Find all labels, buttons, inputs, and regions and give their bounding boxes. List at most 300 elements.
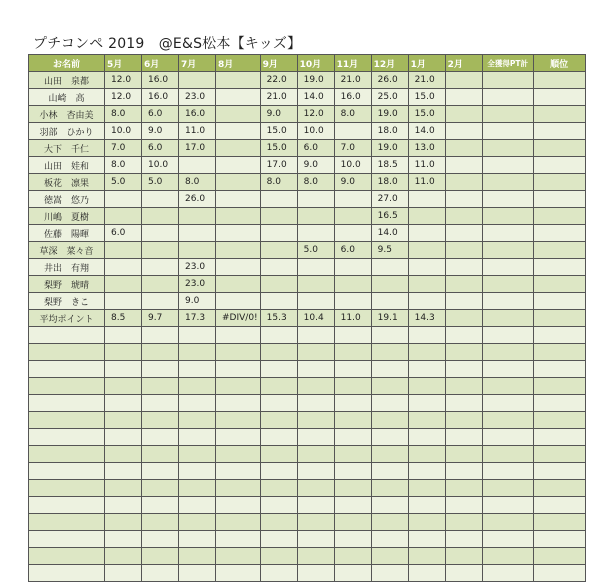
score-cell[interactable]: 23.0	[179, 276, 216, 293]
score-cell[interactable]: 19.0	[371, 140, 408, 157]
score-cell[interactable]	[445, 225, 482, 242]
score-cell[interactable]	[445, 72, 482, 89]
empty-cell[interactable]	[482, 327, 533, 344]
empty-cell[interactable]	[482, 480, 533, 497]
score-cell[interactable]	[408, 293, 445, 310]
score-cell[interactable]	[142, 225, 179, 242]
score-cell[interactable]: 9.0	[179, 293, 216, 310]
empty-cell[interactable]	[533, 378, 585, 395]
score-cell[interactable]: 12.0	[297, 106, 334, 123]
empty-cell[interactable]	[297, 361, 334, 378]
score-cell[interactable]: 14.0	[408, 123, 445, 140]
score-cell[interactable]	[260, 242, 297, 259]
empty-cell[interactable]	[142, 565, 179, 582]
score-cell[interactable]: 18.5	[371, 157, 408, 174]
score-cell[interactable]	[445, 140, 482, 157]
empty-cell[interactable]	[408, 378, 445, 395]
empty-cell[interactable]	[260, 463, 297, 480]
score-cell[interactable]: 10.0	[142, 157, 179, 174]
empty-cell[interactable]	[260, 514, 297, 531]
score-cell[interactable]: 21.0	[260, 89, 297, 106]
score-cell[interactable]	[216, 89, 261, 106]
empty-cell[interactable]	[142, 446, 179, 463]
empty-cell[interactable]	[142, 480, 179, 497]
score-cell[interactable]: 11.0	[408, 157, 445, 174]
empty-cell[interactable]	[482, 463, 533, 480]
score-cell[interactable]: 6.0	[105, 225, 142, 242]
score-cell[interactable]: 8.0	[179, 174, 216, 191]
empty-cell[interactable]	[297, 531, 334, 548]
empty-cell[interactable]	[408, 565, 445, 582]
score-cell[interactable]: 8.0	[297, 174, 334, 191]
score-cell[interactable]	[105, 293, 142, 310]
header-dec[interactable]: 12月	[371, 55, 408, 72]
name-cell[interactable]: 山田 娃和	[29, 157, 105, 174]
empty-cell[interactable]	[297, 463, 334, 480]
empty-cell[interactable]	[297, 344, 334, 361]
score-cell[interactable]: 19.0	[371, 106, 408, 123]
empty-cell[interactable]	[482, 361, 533, 378]
name-cell[interactable]: 羽部 ひかり	[29, 123, 105, 140]
name-cell[interactable]: 草深 菜々音	[29, 242, 105, 259]
score-cell[interactable]: 23.0	[179, 259, 216, 276]
score-cell[interactable]	[482, 293, 533, 310]
empty-cell[interactable]	[482, 565, 533, 582]
empty-cell[interactable]	[334, 497, 371, 514]
empty-cell[interactable]	[445, 378, 482, 395]
empty-cell[interactable]	[334, 412, 371, 429]
empty-cell[interactable]	[260, 429, 297, 446]
empty-cell[interactable]	[408, 344, 445, 361]
empty-cell[interactable]	[260, 378, 297, 395]
score-cell[interactable]	[482, 89, 533, 106]
empty-cell[interactable]	[29, 327, 105, 344]
score-cell[interactable]	[260, 276, 297, 293]
empty-cell[interactable]	[371, 565, 408, 582]
score-cell[interactable]	[105, 191, 142, 208]
empty-cell[interactable]	[216, 344, 261, 361]
empty-cell[interactable]	[371, 446, 408, 463]
score-cell[interactable]: 18.0	[371, 123, 408, 140]
score-cell[interactable]	[142, 259, 179, 276]
empty-cell[interactable]	[179, 480, 216, 497]
empty-cell[interactable]	[216, 480, 261, 497]
empty-cell[interactable]	[482, 446, 533, 463]
score-cell[interactable]	[408, 208, 445, 225]
score-cell[interactable]	[408, 242, 445, 259]
score-cell[interactable]: 21.0	[408, 72, 445, 89]
score-cell[interactable]	[105, 208, 142, 225]
score-cell[interactable]	[482, 157, 533, 174]
empty-cell[interactable]	[408, 429, 445, 446]
score-cell[interactable]	[297, 276, 334, 293]
header-feb[interactable]: 2月	[445, 55, 482, 72]
empty-cell[interactable]	[142, 531, 179, 548]
score-cell[interactable]: 6.0	[297, 140, 334, 157]
empty-cell[interactable]	[105, 565, 142, 582]
score-cell[interactable]: 15.0	[408, 106, 445, 123]
empty-cell[interactable]	[179, 327, 216, 344]
empty-cell[interactable]	[260, 344, 297, 361]
score-cell[interactable]	[216, 225, 261, 242]
score-cell[interactable]	[533, 89, 585, 106]
name-cell[interactable]: 徳嵩 悠乃	[29, 191, 105, 208]
empty-cell[interactable]	[482, 514, 533, 531]
score-cell[interactable]	[260, 191, 297, 208]
score-cell[interactable]	[260, 259, 297, 276]
empty-cell[interactable]	[334, 463, 371, 480]
empty-cell[interactable]	[533, 429, 585, 446]
score-cell[interactable]: 17.0	[260, 157, 297, 174]
empty-cell[interactable]	[179, 531, 216, 548]
empty-cell[interactable]	[142, 412, 179, 429]
score-cell[interactable]: 19.0	[297, 72, 334, 89]
score-cell[interactable]: 6.0	[142, 106, 179, 123]
score-cell[interactable]: 22.0	[260, 72, 297, 89]
score-cell[interactable]	[482, 191, 533, 208]
score-cell[interactable]	[445, 242, 482, 259]
score-cell[interactable]	[105, 242, 142, 259]
score-cell[interactable]: 16.0	[334, 89, 371, 106]
score-cell[interactable]: 13.0	[408, 140, 445, 157]
score-cell[interactable]	[105, 276, 142, 293]
empty-cell[interactable]	[533, 446, 585, 463]
score-cell[interactable]: 14.3	[408, 310, 445, 327]
score-cell[interactable]: #DIV/0!	[216, 310, 261, 327]
score-cell[interactable]: 16.0	[142, 89, 179, 106]
score-cell[interactable]	[482, 242, 533, 259]
name-cell[interactable]: 梨野 琥晴	[29, 276, 105, 293]
empty-cell[interactable]	[297, 497, 334, 514]
name-cell[interactable]: 板花 凛果	[29, 174, 105, 191]
score-cell[interactable]: 5.0	[297, 242, 334, 259]
score-cell[interactable]	[216, 293, 261, 310]
empty-cell[interactable]	[260, 531, 297, 548]
score-cell[interactable]	[371, 276, 408, 293]
empty-cell[interactable]	[445, 361, 482, 378]
empty-cell[interactable]	[408, 480, 445, 497]
empty-cell[interactable]	[216, 463, 261, 480]
score-cell[interactable]	[216, 106, 261, 123]
score-cell[interactable]	[297, 225, 334, 242]
empty-cell[interactable]	[179, 412, 216, 429]
empty-cell[interactable]	[408, 531, 445, 548]
score-cell[interactable]	[371, 259, 408, 276]
score-cell[interactable]	[216, 157, 261, 174]
score-cell[interactable]	[445, 106, 482, 123]
score-cell[interactable]: 15.0	[408, 89, 445, 106]
empty-cell[interactable]	[29, 565, 105, 582]
empty-cell[interactable]	[216, 514, 261, 531]
score-cell[interactable]	[482, 72, 533, 89]
empty-cell[interactable]	[142, 344, 179, 361]
score-cell[interactable]	[482, 174, 533, 191]
empty-cell[interactable]	[142, 548, 179, 565]
score-cell[interactable]	[216, 208, 261, 225]
empty-cell[interactable]	[445, 429, 482, 446]
score-cell[interactable]: 5.0	[142, 174, 179, 191]
empty-cell[interactable]	[105, 395, 142, 412]
score-cell[interactable]: 15.0	[260, 123, 297, 140]
score-cell[interactable]	[533, 72, 585, 89]
score-cell[interactable]	[482, 208, 533, 225]
empty-cell[interactable]	[216, 395, 261, 412]
empty-cell[interactable]	[29, 344, 105, 361]
empty-cell[interactable]	[408, 548, 445, 565]
empty-cell[interactable]	[408, 395, 445, 412]
empty-cell[interactable]	[179, 548, 216, 565]
empty-cell[interactable]	[371, 463, 408, 480]
empty-cell[interactable]	[371, 395, 408, 412]
empty-cell[interactable]	[408, 412, 445, 429]
score-cell[interactable]	[533, 208, 585, 225]
score-cell[interactable]	[445, 174, 482, 191]
empty-cell[interactable]	[179, 378, 216, 395]
score-cell[interactable]: 21.0	[334, 72, 371, 89]
empty-cell[interactable]	[334, 446, 371, 463]
empty-cell[interactable]	[371, 378, 408, 395]
empty-cell[interactable]	[216, 361, 261, 378]
empty-cell[interactable]	[216, 412, 261, 429]
score-cell[interactable]	[334, 225, 371, 242]
empty-cell[interactable]	[445, 480, 482, 497]
score-cell[interactable]	[179, 157, 216, 174]
score-cell[interactable]: 8.5	[105, 310, 142, 327]
empty-cell[interactable]	[408, 361, 445, 378]
empty-cell[interactable]	[142, 361, 179, 378]
empty-cell[interactable]	[260, 446, 297, 463]
score-cell[interactable]: 12.0	[105, 72, 142, 89]
score-cell[interactable]: 9.0	[142, 123, 179, 140]
score-cell[interactable]	[216, 191, 261, 208]
score-cell[interactable]	[297, 208, 334, 225]
empty-cell[interactable]	[334, 480, 371, 497]
empty-cell[interactable]	[482, 378, 533, 395]
score-cell[interactable]	[533, 174, 585, 191]
empty-cell[interactable]	[29, 378, 105, 395]
empty-cell[interactable]	[105, 344, 142, 361]
empty-cell[interactable]	[29, 412, 105, 429]
empty-cell[interactable]	[179, 497, 216, 514]
empty-cell[interactable]	[297, 548, 334, 565]
empty-cell[interactable]	[179, 514, 216, 531]
score-cell[interactable]: 8.0	[334, 106, 371, 123]
score-cell[interactable]: 16.5	[371, 208, 408, 225]
empty-cell[interactable]	[371, 412, 408, 429]
score-cell[interactable]	[533, 140, 585, 157]
score-cell[interactable]	[482, 123, 533, 140]
name-cell[interactable]: 山崎 高	[29, 89, 105, 106]
score-cell[interactable]: 7.0	[334, 140, 371, 157]
header-aug[interactable]: 8月	[216, 55, 261, 72]
score-cell[interactable]	[408, 259, 445, 276]
empty-cell[interactable]	[179, 565, 216, 582]
empty-cell[interactable]	[371, 514, 408, 531]
score-cell[interactable]: 11.0	[334, 310, 371, 327]
score-cell[interactable]	[445, 310, 482, 327]
header-oct[interactable]: 10月	[297, 55, 334, 72]
header-jan[interactable]: 1月	[408, 55, 445, 72]
empty-cell[interactable]	[105, 480, 142, 497]
empty-cell[interactable]	[371, 327, 408, 344]
empty-cell[interactable]	[105, 497, 142, 514]
empty-cell[interactable]	[445, 565, 482, 582]
empty-cell[interactable]	[216, 548, 261, 565]
empty-cell[interactable]	[408, 463, 445, 480]
empty-cell[interactable]	[216, 429, 261, 446]
empty-cell[interactable]	[260, 361, 297, 378]
score-cell[interactable]	[482, 106, 533, 123]
empty-cell[interactable]	[482, 395, 533, 412]
score-cell[interactable]: 10.0	[334, 157, 371, 174]
score-cell[interactable]	[445, 276, 482, 293]
name-cell[interactable]: 小林 杏由美	[29, 106, 105, 123]
empty-cell[interactable]	[142, 514, 179, 531]
score-cell[interactable]: 9.7	[142, 310, 179, 327]
score-cell[interactable]	[260, 293, 297, 310]
name-cell[interactable]: 川嶋 夏樹	[29, 208, 105, 225]
score-cell[interactable]	[105, 259, 142, 276]
score-cell[interactable]	[142, 191, 179, 208]
score-cell[interactable]: 26.0	[371, 72, 408, 89]
empty-cell[interactable]	[29, 480, 105, 497]
score-cell[interactable]: 26.0	[179, 191, 216, 208]
score-cell[interactable]: 23.0	[179, 89, 216, 106]
empty-cell[interactable]	[260, 548, 297, 565]
empty-cell[interactable]	[482, 531, 533, 548]
empty-cell[interactable]	[297, 565, 334, 582]
empty-cell[interactable]	[216, 446, 261, 463]
score-cell[interactable]	[179, 242, 216, 259]
score-cell[interactable]	[334, 123, 371, 140]
empty-cell[interactable]	[482, 497, 533, 514]
empty-cell[interactable]	[105, 429, 142, 446]
score-cell[interactable]: 19.1	[371, 310, 408, 327]
empty-cell[interactable]	[334, 565, 371, 582]
empty-cell[interactable]	[482, 429, 533, 446]
score-cell[interactable]: 27.0	[371, 191, 408, 208]
score-cell[interactable]	[216, 259, 261, 276]
score-cell[interactable]: 8.0	[105, 157, 142, 174]
empty-cell[interactable]	[105, 327, 142, 344]
score-cell[interactable]	[533, 106, 585, 123]
empty-cell[interactable]	[260, 497, 297, 514]
score-cell[interactable]: 18.0	[371, 174, 408, 191]
empty-cell[interactable]	[297, 446, 334, 463]
header-may[interactable]: 5月	[105, 55, 142, 72]
empty-cell[interactable]	[371, 429, 408, 446]
empty-cell[interactable]	[482, 412, 533, 429]
empty-cell[interactable]	[29, 531, 105, 548]
empty-cell[interactable]	[533, 361, 585, 378]
score-cell[interactable]: 10.4	[297, 310, 334, 327]
empty-cell[interactable]	[29, 395, 105, 412]
score-cell[interactable]	[533, 293, 585, 310]
empty-cell[interactable]	[533, 480, 585, 497]
header-nov[interactable]: 11月	[334, 55, 371, 72]
score-cell[interactable]: 6.0	[334, 242, 371, 259]
empty-cell[interactable]	[179, 463, 216, 480]
empty-cell[interactable]	[216, 531, 261, 548]
score-cell[interactable]: 9.0	[260, 106, 297, 123]
empty-cell[interactable]	[260, 395, 297, 412]
empty-cell[interactable]	[334, 378, 371, 395]
score-cell[interactable]: 16.0	[179, 106, 216, 123]
empty-cell[interactable]	[371, 480, 408, 497]
score-cell[interactable]	[334, 191, 371, 208]
empty-cell[interactable]	[445, 497, 482, 514]
score-cell[interactable]	[533, 191, 585, 208]
empty-cell[interactable]	[260, 480, 297, 497]
empty-cell[interactable]	[445, 514, 482, 531]
name-cell[interactable]: 大下 千仁	[29, 140, 105, 157]
empty-cell[interactable]	[533, 531, 585, 548]
empty-cell[interactable]	[105, 361, 142, 378]
score-cell[interactable]	[297, 293, 334, 310]
score-cell[interactable]: 10.0	[105, 123, 142, 140]
header-jun[interactable]: 6月	[142, 55, 179, 72]
score-cell[interactable]	[533, 242, 585, 259]
empty-cell[interactable]	[371, 548, 408, 565]
score-cell[interactable]	[216, 242, 261, 259]
score-cell[interactable]	[334, 208, 371, 225]
empty-cell[interactable]	[29, 361, 105, 378]
empty-cell[interactable]	[533, 497, 585, 514]
name-cell[interactable]: 井出 有翔	[29, 259, 105, 276]
empty-cell[interactable]	[105, 378, 142, 395]
score-cell[interactable]	[260, 225, 297, 242]
score-cell[interactable]	[142, 293, 179, 310]
score-cell[interactable]	[482, 310, 533, 327]
empty-cell[interactable]	[408, 497, 445, 514]
empty-cell[interactable]	[297, 378, 334, 395]
empty-cell[interactable]	[482, 548, 533, 565]
empty-cell[interactable]	[142, 327, 179, 344]
score-cell[interactable]: 25.0	[371, 89, 408, 106]
empty-cell[interactable]	[445, 446, 482, 463]
empty-cell[interactable]	[260, 327, 297, 344]
header-total[interactable]: 全獲得PT計	[482, 55, 533, 72]
name-cell[interactable]: 平均ポイント	[29, 310, 105, 327]
score-cell[interactable]	[297, 259, 334, 276]
score-cell[interactable]	[260, 208, 297, 225]
score-cell[interactable]: 14.0	[371, 225, 408, 242]
empty-cell[interactable]	[533, 327, 585, 344]
empty-cell[interactable]	[334, 548, 371, 565]
score-cell[interactable]	[445, 157, 482, 174]
score-cell[interactable]: 16.0	[142, 72, 179, 89]
score-cell[interactable]: 9.5	[371, 242, 408, 259]
empty-cell[interactable]	[179, 395, 216, 412]
score-cell[interactable]	[216, 123, 261, 140]
score-cell[interactable]: 9.0	[334, 174, 371, 191]
empty-cell[interactable]	[334, 395, 371, 412]
score-cell[interactable]: 10.0	[297, 123, 334, 140]
empty-cell[interactable]	[408, 514, 445, 531]
score-cell[interactable]	[216, 140, 261, 157]
header-rank[interactable]: 順位	[533, 55, 585, 72]
empty-cell[interactable]	[371, 361, 408, 378]
score-cell[interactable]: 8.0	[260, 174, 297, 191]
score-cell[interactable]	[142, 208, 179, 225]
empty-cell[interactable]	[297, 327, 334, 344]
empty-cell[interactable]	[142, 378, 179, 395]
empty-cell[interactable]	[533, 344, 585, 361]
empty-cell[interactable]	[334, 361, 371, 378]
empty-cell[interactable]	[334, 344, 371, 361]
score-cell[interactable]: 11.0	[408, 174, 445, 191]
empty-cell[interactable]	[29, 514, 105, 531]
